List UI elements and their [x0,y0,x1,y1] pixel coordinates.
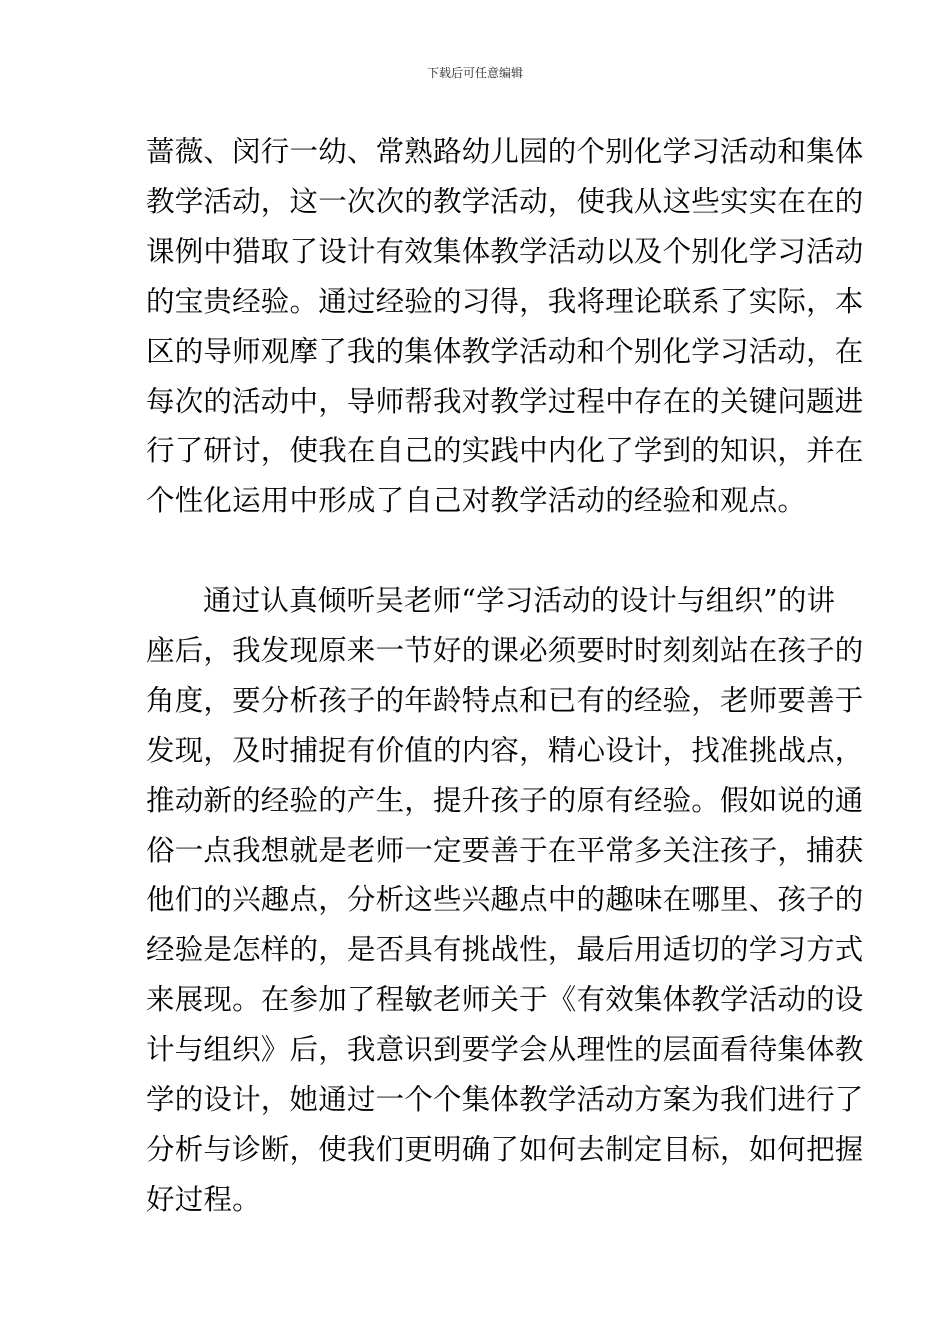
text-line: 经验是怎样的，是否具有挑战性，最后用适切的学习方式 [146,933,864,967]
text-line: 推动新的经验的产生，提升孩子的原有经验。假如说的通 [146,783,864,817]
text-line: 区的导师观摩了我的集体教学活动和个别化学习活动，在 [146,334,864,368]
text-line: 角度，要分析孩子的年龄特点和已有的经验，老师要善于 [146,683,864,717]
text-line: 座后，我发现原来一节好的课必须要时时刻刻站在孩子的 [146,633,864,667]
page-header: 下载后可任意编辑 [426,66,523,80]
text-line: 通过认真倾听吴老师“学习活动的设计与组织”的讲 [203,584,836,617]
text-line: 教学活动，这一次次的教学活动，使我从这些实实在在的 [146,184,864,218]
paragraph-2 [146,576,864,1225]
text-line: 课例中猎取了设计有效集体教学活动以及个别化学习活动 [146,234,864,268]
text-line: 分析与诊断，使我们更明确了如何去制定目标，如何把握 [146,1132,864,1166]
text-line: 好过程。 [146,1182,261,1216]
text-line: 学的设计，她通过一个个集体教学活动方案为我们进行了 [146,1083,864,1117]
text-line: 来展现。在参加了程敏老师关于《有效集体教学活动的设 [146,983,864,1017]
text-line: 行了研讨，使我在自己的实践中内化了学到的知识，并在 [146,434,864,468]
text-line: 发现，及时捕捉有价值的内容，精心设计，找准挑战点， [146,733,864,767]
text-line: 计与组织》后，我意识到要学会从理性的层面看待集体教 [146,1033,864,1067]
text-line: 个性化运用中形成了自己对教学活动的经验和观点。 [146,484,807,518]
paragraph-1 [146,127,864,526]
text-line: 他们的兴趣点，分析这些兴趣点中的趣味在哪里、孩子的 [146,883,864,917]
text-line: 蔷薇、闵行一幼、常熟路幼儿园的个别化学习活动和集体 [146,135,864,168]
text-line: 每次的活动中，导师帮我对教学过程中存在的关键问题进 [146,384,864,418]
text-line: 的宝贵经验。通过经验的习得，我将理论联系了实际，本 [146,284,864,318]
text-line: 俗一点我想就是老师一定要善于在平常多关注孩子，捕获 [146,833,864,867]
